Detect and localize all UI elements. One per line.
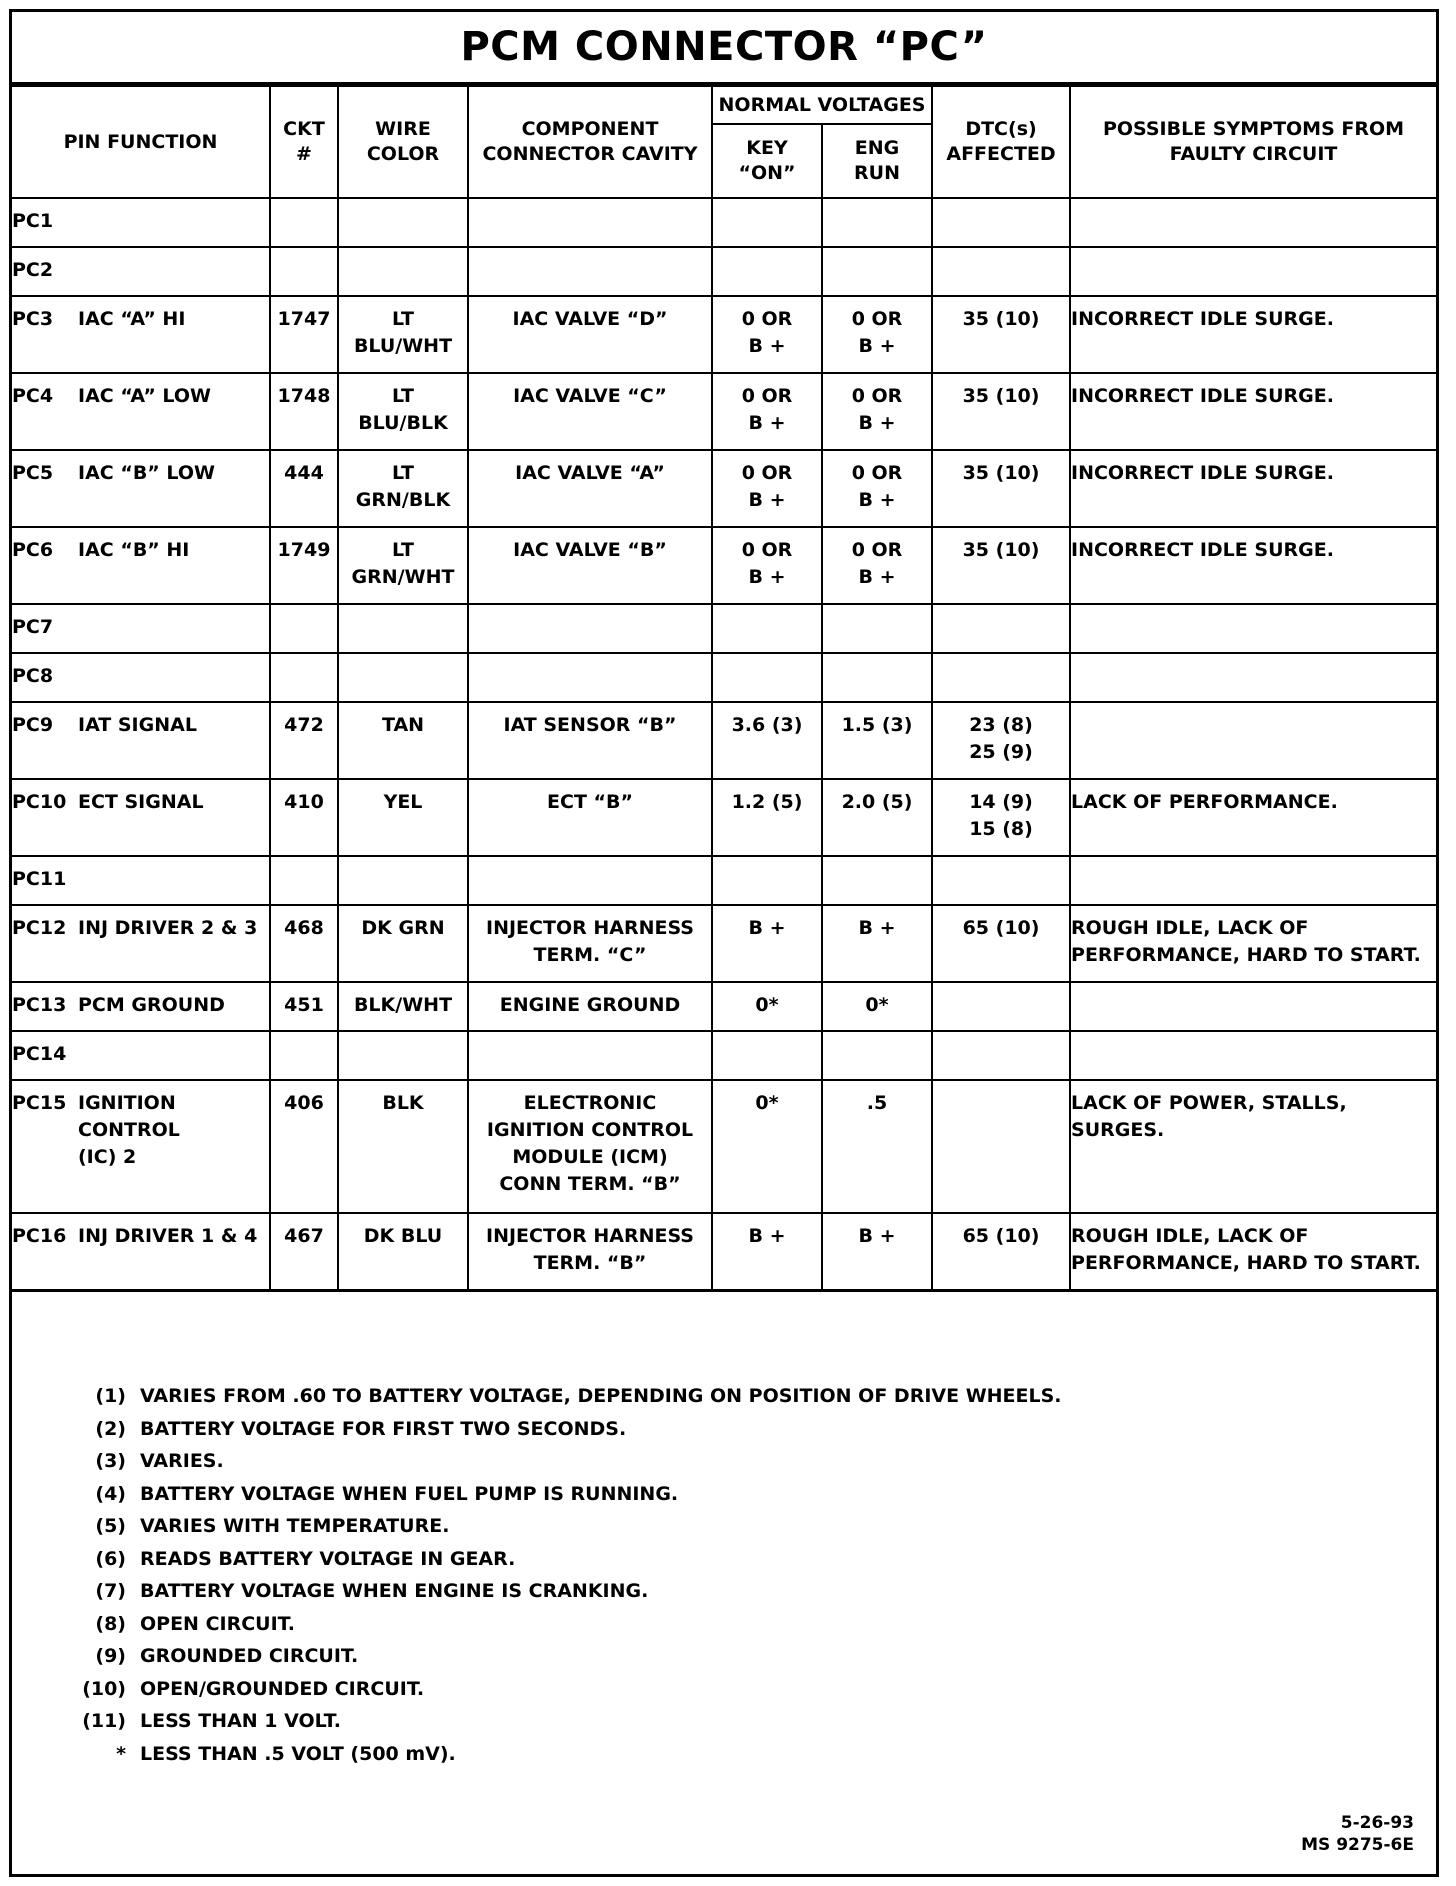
- eng-run-voltage: 0 OR B +: [851, 385, 903, 434]
- eng-run-cell: [822, 247, 932, 296]
- symptoms-cell: [1070, 296, 1436, 373]
- dtc-cell: [932, 779, 1070, 856]
- wire-color: TAN: [381, 714, 425, 736]
- table-row: [12, 527, 1436, 604]
- key-on-cell: [712, 1080, 822, 1213]
- key-on-voltage: 3.6 (3): [731, 714, 803, 736]
- footnote-key: (5): [95, 1515, 126, 1537]
- footnotes-list: [64, 1380, 1062, 1770]
- footnote-text: LESS THAN .5 VOLT (500 mV).: [140, 1742, 456, 1765]
- table-row: [12, 653, 1436, 702]
- wire-color-cell: [338, 905, 468, 982]
- ckt-cell: [270, 296, 338, 373]
- eng-run-cell: [822, 1213, 932, 1290]
- pin-function: IAC “A” HI: [78, 308, 186, 330]
- pin-id: PC6: [12, 539, 54, 561]
- eng-run-voltage: 0*: [865, 994, 889, 1016]
- symptoms-cell: [1070, 247, 1436, 296]
- dtc-codes: 14 (9) 15 (8): [969, 791, 1033, 840]
- ckt-cell: [270, 373, 338, 450]
- key-on-cell: [712, 982, 822, 1031]
- eng-run-voltage: 0 OR B +: [851, 462, 903, 511]
- key-on-voltage: 0*: [755, 994, 779, 1016]
- component-cavity: ELECTRONIC IGNITION CONTROL MODULE (ICM) CONN TERM. “B”: [486, 1092, 694, 1195]
- symptoms: INCORRECT IDLE SURGE.: [1071, 539, 1334, 561]
- eng-run-voltage: 1.5 (3): [841, 714, 913, 736]
- pin-id: PC14: [12, 1043, 67, 1065]
- footnote-key: (3): [95, 1450, 126, 1472]
- footnote-key: (9): [95, 1645, 126, 1667]
- eng-run-voltage: 0 OR B +: [851, 539, 903, 588]
- dtc-codes: 65 (10): [962, 917, 1040, 939]
- key-on-voltage: B +: [748, 1225, 786, 1247]
- eng-run-cell: [822, 982, 932, 1031]
- eng-run-cell: [822, 296, 932, 373]
- footnote-item: [64, 1575, 1062, 1608]
- wire-color-cell: [338, 373, 468, 450]
- component-cell: [468, 905, 712, 982]
- wire-color: DK GRN: [361, 917, 445, 939]
- wire-color-cell: [338, 450, 468, 527]
- ckt-number: 1749: [277, 539, 331, 561]
- eng-run-voltage: B +: [858, 917, 896, 939]
- dtc-cell: [932, 653, 1070, 702]
- key-on-voltage: 0 OR B +: [741, 539, 793, 588]
- dtc-codes: 35 (10): [962, 462, 1040, 484]
- symptoms-cell: [1070, 982, 1436, 1031]
- eng-run-voltage: 0 OR B +: [851, 308, 903, 357]
- eng-run-cell: [822, 653, 932, 702]
- pin-id: PC7: [12, 616, 54, 638]
- key-on-cell: [712, 779, 822, 856]
- table-row: [12, 905, 1436, 982]
- symptoms: ROUGH IDLE, LACK OF PERFORMANCE, HARD TO START.: [1071, 917, 1421, 966]
- ckt-cell: [270, 653, 338, 702]
- ckt-cell: [270, 1031, 338, 1080]
- ckt-number: 451: [284, 994, 324, 1016]
- pin-id: PC13: [12, 994, 67, 1016]
- footnote-key: (4): [95, 1482, 126, 1505]
- eng-run-cell: [822, 1080, 932, 1213]
- key-on-cell: [712, 1031, 822, 1080]
- dtc-codes: 35 (10): [962, 385, 1040, 407]
- symptoms-cell: [1070, 373, 1436, 450]
- footnote-text: BATTERY VOLTAGE WHEN ENGINE IS CRANKING.: [140, 1580, 649, 1602]
- doc-code: MS 9275-6E: [1301, 1835, 1414, 1855]
- key-on-voltage: B +: [748, 917, 786, 939]
- component-cell: [468, 527, 712, 604]
- pin-function-cell: [12, 198, 270, 247]
- pin-function: IAC “A” LOW: [78, 385, 211, 407]
- symptoms: INCORRECT IDLE SURGE.: [1071, 308, 1334, 330]
- eng-run-voltage: .5: [866, 1092, 888, 1114]
- component-cavity: IAC VALVE “C”: [513, 385, 667, 407]
- wire-color: BLK/WHT: [353, 994, 453, 1016]
- pin-function-cell: [12, 604, 270, 653]
- component-cell: [468, 779, 712, 856]
- symptoms-cell: [1070, 1080, 1436, 1213]
- pin-function-cell: [12, 373, 270, 450]
- eng-run-cell: [822, 373, 932, 450]
- pin-id: PC12: [12, 917, 67, 939]
- footnote-item: [64, 1380, 1062, 1413]
- ckt-cell: [270, 198, 338, 247]
- dtc-codes: 35 (10): [962, 308, 1040, 330]
- ckt-number: 406: [284, 1092, 324, 1114]
- pin-id: PC10: [12, 791, 67, 813]
- symptoms: ROUGH IDLE, LACK OF PERFORMANCE, HARD TO START.: [1071, 1225, 1421, 1274]
- dtc-cell: [932, 247, 1070, 296]
- table-row: [12, 247, 1436, 296]
- footnote-key: (2): [95, 1417, 126, 1440]
- dtc-cell: [932, 1031, 1070, 1080]
- pin-id: PC15: [12, 1092, 67, 1114]
- dtc-codes: 35 (10): [962, 539, 1040, 561]
- footnote-item: [64, 1640, 1062, 1673]
- wire-color: LT BLU/WHT: [353, 308, 453, 357]
- eng-run-voltage: B +: [858, 1225, 896, 1247]
- footnote-item: [64, 1608, 1062, 1641]
- table-row: [12, 198, 1436, 247]
- pin-function: IAC “B” LOW: [78, 462, 215, 484]
- footnote-item: [64, 1478, 1062, 1511]
- footnote-text: BATTERY VOLTAGE WHEN FUEL PUMP IS RUNNING.: [140, 1482, 679, 1505]
- wire-color-cell: [338, 1080, 468, 1213]
- component-cell: [468, 247, 712, 296]
- pin-id: PC3: [12, 308, 54, 330]
- dtc-cell: [932, 856, 1070, 905]
- component-cell: [468, 450, 712, 527]
- ckt-cell: [270, 856, 338, 905]
- key-on-cell: [712, 856, 822, 905]
- eng-run-cell: [822, 856, 932, 905]
- key-on-cell: [712, 653, 822, 702]
- footnote-key: (6): [95, 1547, 126, 1570]
- footnote-key: (8): [95, 1612, 126, 1635]
- ckt-cell: [270, 604, 338, 653]
- key-on-cell: [712, 604, 822, 653]
- component-cell: [468, 1080, 712, 1213]
- symptoms-cell: [1070, 604, 1436, 653]
- table-row: [12, 1213, 1436, 1290]
- pin-function-cell: [12, 247, 270, 296]
- symptoms-cell: [1070, 1031, 1436, 1080]
- pin-function-cell: [12, 779, 270, 856]
- eng-run-cell: [822, 450, 932, 527]
- key-on-cell: [712, 198, 822, 247]
- pin-function-cell: [12, 982, 270, 1031]
- pin-function-cell: [12, 1213, 270, 1290]
- header-wire-color: WIRE COLOR: [338, 86, 468, 198]
- ckt-cell: [270, 905, 338, 982]
- table-row: [12, 450, 1436, 527]
- ckt-number: 467: [284, 1225, 324, 1247]
- connector-sheet: [9, 9, 1439, 1877]
- header-symptoms: POSSIBLE SYMPTOMS FROM FAULTY CIRCUIT: [1070, 86, 1436, 198]
- footnote-key: (1): [95, 1385, 126, 1407]
- table-row: [12, 982, 1436, 1031]
- pin-id: PC1: [12, 210, 54, 232]
- key-on-cell: [712, 702, 822, 779]
- component-cavity: IAC VALVE “D”: [512, 308, 668, 330]
- pin-table: [12, 85, 1436, 1292]
- ckt-cell: [270, 450, 338, 527]
- key-on-cell: [712, 296, 822, 373]
- pin-id: PC16: [12, 1225, 67, 1247]
- footnote-item: [64, 1673, 1062, 1706]
- wire-color: YEL: [383, 791, 423, 813]
- ckt-number: 1747: [277, 308, 331, 330]
- wire-color-cell: [338, 198, 468, 247]
- eng-run-cell: [822, 905, 932, 982]
- symptoms: INCORRECT IDLE SURGE.: [1071, 385, 1334, 407]
- key-on-cell: [712, 450, 822, 527]
- symptoms: LACK OF PERFORMANCE.: [1071, 791, 1338, 813]
- ckt-number: 468: [284, 917, 324, 939]
- symptoms: INCORRECT IDLE SURGE.: [1071, 462, 1334, 484]
- doc-date: 5-26-93: [1340, 1813, 1414, 1833]
- component-cell: [468, 604, 712, 653]
- footnote-text: GROUNDED CIRCUIT.: [140, 1645, 359, 1667]
- footnote-text: READS BATTERY VOLTAGE IN GEAR.: [140, 1547, 516, 1570]
- footnote-item: [64, 1738, 1062, 1771]
- table-row: [12, 856, 1436, 905]
- eng-run-cell: [822, 702, 932, 779]
- header-normal-voltages: NORMAL VOLTAGES: [712, 86, 932, 124]
- ckt-cell: [270, 1080, 338, 1213]
- pin-id: PC8: [12, 665, 54, 687]
- key-on-voltage: 0 OR B +: [741, 308, 793, 357]
- key-on-cell: [712, 373, 822, 450]
- symptoms: LACK OF POWER, STALLS, SURGES.: [1071, 1092, 1347, 1141]
- pin-id: PC11: [12, 868, 67, 890]
- ckt-number: 444: [284, 462, 324, 484]
- eng-run-voltage: 2.0 (5): [841, 791, 913, 813]
- eng-run-cell: [822, 198, 932, 247]
- wire-color: LT GRN/WHT: [351, 539, 455, 588]
- ckt-cell: [270, 527, 338, 604]
- key-on-cell: [712, 527, 822, 604]
- symptoms-cell: [1070, 653, 1436, 702]
- footnote-item: [64, 1705, 1062, 1738]
- key-on-cell: [712, 1213, 822, 1290]
- wire-color-cell: [338, 527, 468, 604]
- table-row: [12, 604, 1436, 653]
- dtc-codes: 23 (8) 25 (9): [969, 714, 1033, 763]
- pin-function: PCM GROUND: [78, 994, 225, 1016]
- footnote-text: LESS THAN 1 VOLT.: [140, 1710, 341, 1732]
- dtc-cell: [932, 702, 1070, 779]
- pin-function-cell: [12, 450, 270, 527]
- dtc-cell: [932, 373, 1070, 450]
- key-on-voltage: 0 OR B +: [741, 385, 793, 434]
- component-cell: [468, 856, 712, 905]
- table-row: [12, 1031, 1436, 1080]
- component-cavity: IAC VALVE “B”: [513, 539, 667, 561]
- wire-color-cell: [338, 1031, 468, 1080]
- table-row: [12, 1080, 1436, 1213]
- wire-color-cell: [338, 702, 468, 779]
- wire-color: LT GRN/BLK: [355, 462, 451, 511]
- symptoms-cell: [1070, 856, 1436, 905]
- ckt-cell: [270, 779, 338, 856]
- ckt-number: 472: [284, 714, 324, 736]
- pin-function: ECT SIGNAL: [78, 791, 204, 813]
- footnote-key: *: [116, 1742, 126, 1765]
- eng-run-cell: [822, 604, 932, 653]
- symptoms-cell: [1070, 450, 1436, 527]
- pin-function-cell: [12, 296, 270, 373]
- eng-run-cell: [822, 779, 932, 856]
- pin-function-cell: [12, 1080, 270, 1213]
- wire-color: BLK: [382, 1092, 424, 1114]
- ckt-number: 1748: [277, 385, 331, 407]
- key-on-voltage: 1.2 (5): [731, 791, 803, 813]
- component-cavity: IAC VALVE “A”: [515, 462, 665, 484]
- pin-function-cell: [12, 653, 270, 702]
- pin-function-cell: [12, 527, 270, 604]
- component-cell: [468, 702, 712, 779]
- component-cell: [468, 296, 712, 373]
- wire-color-cell: [338, 1213, 468, 1290]
- component-cell: [468, 982, 712, 1031]
- wire-color-cell: [338, 856, 468, 905]
- table-row: [12, 779, 1436, 856]
- pin-function-cell: [12, 905, 270, 982]
- eng-run-cell: [822, 1031, 932, 1080]
- footnote-text: VARIES.: [140, 1450, 224, 1472]
- component-cell: [468, 1213, 712, 1290]
- header-ckt: CKT #: [270, 86, 338, 198]
- wire-color-cell: [338, 604, 468, 653]
- header-component: COMPONENT CONNECTOR CAVITY: [468, 86, 712, 198]
- wire-color: DK BLU: [363, 1225, 443, 1247]
- pin-id: PC9: [12, 714, 54, 736]
- component-cavity: INJECTOR HARNESS TERM. “B”: [486, 1225, 694, 1274]
- ckt-cell: [270, 1213, 338, 1290]
- key-on-voltage: 0 OR B +: [741, 462, 793, 511]
- key-on-cell: [712, 905, 822, 982]
- wire-color-cell: [338, 296, 468, 373]
- footnote-key: (7): [95, 1580, 126, 1602]
- pin-function-cell: [12, 856, 270, 905]
- component-cell: [468, 653, 712, 702]
- table-row: [12, 373, 1436, 450]
- table-row: [12, 296, 1436, 373]
- dtc-cell: [932, 296, 1070, 373]
- ckt-cell: [270, 982, 338, 1031]
- footnote-key: (10): [82, 1677, 126, 1700]
- component-cavity: INJECTOR HARNESS TERM. “C”: [486, 917, 694, 966]
- ckt-cell: [270, 702, 338, 779]
- pin-id: PC4: [12, 385, 54, 407]
- dtc-cell: [932, 198, 1070, 247]
- pin-function: IAC “B” HI: [78, 539, 190, 561]
- footnote-text: BATTERY VOLTAGE FOR FIRST TWO SECONDS.: [140, 1417, 627, 1440]
- pin-id: PC2: [12, 259, 54, 281]
- dtc-cell: [932, 905, 1070, 982]
- symptoms-cell: [1070, 905, 1436, 982]
- footnote-item: [64, 1413, 1062, 1446]
- component-cell: [468, 198, 712, 247]
- component-cell: [468, 1031, 712, 1080]
- table-row: [12, 702, 1436, 779]
- pin-id: PC5: [12, 462, 54, 484]
- footnote-item: [64, 1510, 1062, 1543]
- pin-function: IAT SIGNAL: [78, 714, 197, 736]
- component-cavity: IAT SENSOR “B”: [503, 714, 677, 736]
- footnote-text: VARIES WITH TEMPERATURE.: [140, 1515, 450, 1537]
- key-on-voltage: 0*: [755, 1092, 779, 1114]
- footnote-text: OPEN CIRCUIT.: [140, 1612, 295, 1635]
- footnote-text: VARIES FROM .60 TO BATTERY VOLTAGE, DEPENDING ON POSITION OF DRIVE WHEELS.: [140, 1385, 1062, 1407]
- wire-color-cell: [338, 247, 468, 296]
- header-key-on: KEY “ON”: [712, 124, 822, 198]
- component-cell: [468, 373, 712, 450]
- pin-function: INJ DRIVER 1 & 4: [78, 1225, 258, 1247]
- symptoms-cell: [1070, 702, 1436, 779]
- dtc-cell: [932, 450, 1070, 527]
- dtc-cell: [932, 1080, 1070, 1213]
- footnote-item: [64, 1543, 1062, 1576]
- eng-run-cell: [822, 527, 932, 604]
- dtc-cell: [932, 527, 1070, 604]
- footnote-text: OPEN/GROUNDED CIRCUIT.: [140, 1677, 425, 1700]
- pin-function: INJ DRIVER 2 & 3: [78, 917, 258, 939]
- wire-color: LT BLU/BLK: [358, 385, 448, 434]
- symptoms-cell: [1070, 198, 1436, 247]
- dtc-cell: [932, 604, 1070, 653]
- document-reference: [1301, 1812, 1414, 1856]
- wire-color-cell: [338, 653, 468, 702]
- ckt-cell: [270, 247, 338, 296]
- footnote-item: [64, 1445, 1062, 1478]
- dtc-cell: [932, 1213, 1070, 1290]
- component-cavity: ENGINE GROUND: [499, 994, 681, 1016]
- wire-color-cell: [338, 779, 468, 856]
- symptoms-cell: [1070, 779, 1436, 856]
- symptoms-cell: [1070, 1213, 1436, 1290]
- pin-function-cell: [12, 702, 270, 779]
- key-on-cell: [712, 247, 822, 296]
- dtc-cell: [932, 982, 1070, 1031]
- component-cavity: ECT “B”: [547, 791, 633, 813]
- symptoms-cell: [1070, 527, 1436, 604]
- wire-color-cell: [338, 982, 468, 1031]
- dtc-codes: 65 (10): [962, 1225, 1040, 1247]
- footnote-key: (11): [82, 1710, 126, 1732]
- header-eng-run: ENG RUN: [822, 124, 932, 198]
- header-pin-function: PIN FUNCTION: [12, 86, 270, 198]
- ckt-number: 410: [284, 791, 324, 813]
- pin-function-cell: [12, 1031, 270, 1080]
- pin-function: IGNITION CONTROL (IC) 2: [78, 1092, 180, 1168]
- header-dtc: DTC(s) AFFECTED: [932, 86, 1070, 198]
- page-title: PCM CONNECTOR “PC”: [12, 12, 1436, 85]
